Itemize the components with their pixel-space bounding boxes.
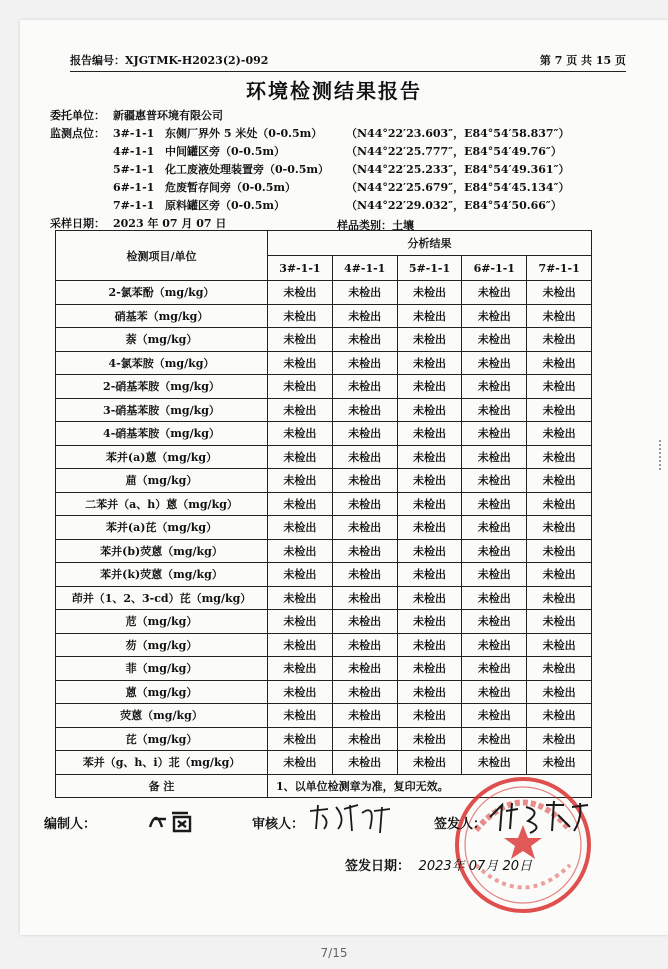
result-cell: 未检出: [268, 398, 333, 422]
result-cell: 未检出: [527, 633, 592, 657]
result-cell: 未检出: [268, 281, 333, 305]
test-item: 4-硝基苯胺（mg/kg）: [56, 422, 268, 446]
table-row: [56, 492, 592, 516]
note-text: 1、以单位检测章为准，复印无效。: [268, 774, 592, 798]
result-cell: 未检出: [462, 539, 527, 563]
result-cell: 未检出: [332, 633, 397, 657]
result-cell: 未检出: [332, 304, 397, 328]
client-value: 新疆惠普环境有限公司: [113, 109, 223, 122]
test-item: 4-氯苯胺（mg/kg）: [56, 351, 268, 375]
table-row: [56, 281, 592, 305]
item-header: 检测项目/单位: [56, 231, 268, 281]
result-cell: 未检出: [527, 539, 592, 563]
result-cell: 未检出: [527, 492, 592, 516]
result-cell: 未检出: [268, 586, 333, 610]
monitoring-point-row: [50, 161, 570, 179]
result-cell: 未检出: [268, 304, 333, 328]
column-header: 7#-1-1: [527, 256, 592, 281]
result-cell: 未检出: [397, 657, 462, 681]
result-cell: 未检出: [332, 516, 397, 540]
result-cell: 未检出: [462, 563, 527, 587]
result-cell: 未检出: [332, 328, 397, 352]
result-cell: 未检出: [527, 351, 592, 375]
issue-date: [345, 855, 532, 874]
result-cell: 未检出: [268, 469, 333, 493]
result-cell: 未检出: [268, 610, 333, 634]
result-cell: 未检出: [527, 469, 592, 493]
test-item: 芴（mg/kg）: [56, 633, 268, 657]
result-cell: 未检出: [527, 375, 592, 399]
result-cell: 未检出: [397, 492, 462, 516]
result-cell: 未检出: [332, 398, 397, 422]
result-cell: 未检出: [462, 516, 527, 540]
table-row: [56, 704, 592, 728]
result-cell: 未检出: [397, 563, 462, 587]
test-item: 苊（mg/kg）: [56, 610, 268, 634]
result-cell: 未检出: [332, 492, 397, 516]
sample-type-label: 样品类别：: [337, 219, 392, 232]
table-row: [56, 539, 592, 563]
column-header: 4#-1-1: [332, 256, 397, 281]
result-cell: 未检出: [268, 492, 333, 516]
test-item: 芘（mg/kg）: [56, 727, 268, 751]
table-row: [56, 304, 592, 328]
result-cell: 未检出: [332, 751, 397, 775]
result-cell: 未检出: [397, 398, 462, 422]
column-header: 6#-1-1: [462, 256, 527, 281]
point-name: 中间罐区旁（0-0.5m）: [165, 145, 285, 158]
result-cell: 未检出: [397, 304, 462, 328]
sample-type-value: 土壤: [392, 219, 414, 232]
result-cell: 未检出: [527, 281, 592, 305]
table-row: [56, 727, 592, 751]
result-cell: 未检出: [397, 704, 462, 728]
result-cell: 未检出: [397, 586, 462, 610]
point-id: 4#-1-1: [113, 145, 155, 158]
table-row: [56, 469, 592, 493]
result-cell: 未检出: [397, 445, 462, 469]
monitoring-point-row: [50, 125, 570, 143]
point-coord: （N44°22′29.032″，E84°54′50.66″）: [346, 199, 562, 212]
result-cell: 未检出: [268, 751, 333, 775]
result-cell: 未检出: [527, 398, 592, 422]
result-cell: 未检出: [462, 422, 527, 446]
result-cell: 未检出: [527, 563, 592, 587]
test-item: 苯并(b)荧蒽（mg/kg）: [56, 539, 268, 563]
result-cell: 未检出: [462, 351, 527, 375]
result-cell: 未检出: [332, 704, 397, 728]
result-cell: 未检出: [462, 469, 527, 493]
result-cell: 未检出: [397, 633, 462, 657]
result-cell: 未检出: [332, 563, 397, 587]
sampling-date-value: 2023 年 07 月 07 日: [113, 217, 227, 230]
result-cell: 未检出: [462, 492, 527, 516]
result-cell: 未检出: [527, 586, 592, 610]
result-cell: 未检出: [332, 469, 397, 493]
point-coord: （N44°22′25.679″，E84°54′45.134″）: [346, 181, 570, 194]
result-cell: 未检出: [397, 422, 462, 446]
test-item: 苯并（g、h、i）苝（mg/kg）: [56, 751, 268, 775]
test-item: 苯并(a)蒽（mg/kg）: [56, 445, 268, 469]
result-cell: 未检出: [527, 680, 592, 704]
result-header: 分析结果: [268, 231, 592, 256]
point-id: 7#-1-1: [113, 199, 155, 212]
result-cell: 未检出: [462, 281, 527, 305]
point-coord: （N44°22′25.777″，E84°54′49.76″）: [346, 145, 562, 158]
point-id: 3#-1-1: [113, 127, 155, 140]
table-row: [56, 398, 592, 422]
result-cell: 未检出: [332, 445, 397, 469]
reviewer-label: 审核人：: [252, 817, 305, 832]
page-indicator: 7/15: [320, 946, 348, 960]
result-cell: 未检出: [268, 563, 333, 587]
result-cell: 未检出: [268, 539, 333, 563]
table-row: [56, 422, 592, 446]
result-cell: 未检出: [397, 281, 462, 305]
client-label: 委托单位：: [50, 109, 105, 122]
result-cell: 未检出: [527, 304, 592, 328]
result-cell: 未检出: [332, 657, 397, 681]
table-row: [56, 680, 592, 704]
result-cell: 未检出: [268, 657, 333, 681]
point-name: 危废暂存间旁（0-0.5m）: [165, 181, 296, 194]
table-row: [56, 445, 592, 469]
test-item: 蒽（mg/kg）: [56, 680, 268, 704]
point-name: 东侧厂界外 5 米处（0-0.5m）: [165, 127, 323, 140]
issue-date-label: 签发日期：: [345, 859, 411, 874]
result-cell: 未检出: [397, 610, 462, 634]
table-row: [56, 375, 592, 399]
point-name: 化工废液处理装置旁（0-0.5m）: [165, 163, 329, 176]
result-cell: 未检出: [268, 445, 333, 469]
official-seal: [448, 770, 598, 920]
issue-date-value: 2023年 07月 20日: [418, 859, 532, 874]
result-cell: 未检出: [268, 633, 333, 657]
result-cell: 未检出: [397, 727, 462, 751]
result-cell: 未检出: [268, 727, 333, 751]
report-title: 环境检测结果报告: [246, 79, 422, 103]
result-cell: 未检出: [332, 422, 397, 446]
result-cell: 未检出: [268, 704, 333, 728]
point-id: 5#-1-1: [113, 163, 155, 176]
test-item: 2-氯苯酚（mg/kg）: [56, 281, 268, 305]
issuer-signature: [484, 797, 594, 837]
monitoring-point-row: [50, 197, 562, 215]
monitoring-point-row: [50, 179, 570, 197]
test-item: 茚并（1、2、3-cd）芘（mg/kg）: [56, 586, 268, 610]
result-cell: 未检出: [397, 328, 462, 352]
report-number: 报告编号：XJGTMK-H2023(2)-092: [70, 54, 269, 67]
table-row: [56, 328, 592, 352]
result-cell: 未检出: [332, 586, 397, 610]
point-coord: （N44°22′23.603″，E84°54′58.837″）: [346, 127, 570, 140]
point-name: 原料罐区旁（0-0.5m）: [165, 199, 285, 212]
test-item: 䓛（mg/kg）: [56, 469, 268, 493]
result-cell: 未检出: [462, 398, 527, 422]
result-cell: 未检出: [462, 680, 527, 704]
result-cell: 未检出: [332, 727, 397, 751]
result-cell: 未检出: [268, 328, 333, 352]
result-cell: 未检出: [527, 751, 592, 775]
issuer-label: 签发人：: [434, 817, 487, 832]
result-cell: 未检出: [268, 422, 333, 446]
compiler-label: 编制人：: [44, 817, 97, 832]
result-cell: 未检出: [462, 657, 527, 681]
result-cell: 未检出: [462, 328, 527, 352]
results-body: [56, 281, 592, 775]
test-item: 荧蒽（mg/kg）: [56, 704, 268, 728]
result-cell: 未检出: [332, 539, 397, 563]
column-header: 5#-1-1: [397, 256, 462, 281]
result-cell: 未检出: [527, 657, 592, 681]
result-cell: 未检出: [397, 539, 462, 563]
result-cell: 未检出: [332, 680, 397, 704]
result-cell: 未检出: [462, 633, 527, 657]
table-row: [56, 633, 592, 657]
result-cell: 未检出: [332, 351, 397, 375]
table-row: [56, 351, 592, 375]
result-cell: 未检出: [332, 610, 397, 634]
result-cell: 未检出: [462, 445, 527, 469]
results-table: [55, 230, 592, 798]
result-cell: 未检出: [462, 751, 527, 775]
result-cell: 未检出: [527, 445, 592, 469]
result-cell: 未检出: [527, 727, 592, 751]
sampling-date-label: 采样日期：: [50, 217, 105, 230]
result-cell: 未检出: [462, 304, 527, 328]
result-cell: 未检出: [397, 751, 462, 775]
column-header: 3#-1-1: [268, 256, 333, 281]
reviewer-signature: [306, 799, 396, 835]
test-item: 萘（mg/kg）: [56, 328, 268, 352]
table-row: [56, 610, 592, 634]
test-item: 苯并(k)荧蒽（mg/kg）: [56, 563, 268, 587]
result-cell: 未检出: [268, 516, 333, 540]
result-cell: 未检出: [332, 281, 397, 305]
scan-mark: [659, 440, 666, 470]
result-cell: 未检出: [397, 351, 462, 375]
result-cell: 未检出: [462, 375, 527, 399]
point-id: 6#-1-1: [113, 181, 155, 194]
table-header-row: [56, 231, 592, 256]
client-row: [50, 107, 546, 125]
compiler-signature: [144, 805, 214, 837]
table-row: [56, 563, 592, 587]
point-coord: （N44°22′25.233″，E84°54′49.361″）: [346, 163, 570, 176]
table-row: [56, 516, 592, 540]
result-cell: 未检出: [462, 610, 527, 634]
note-label: 备 注: [56, 774, 268, 798]
result-cell: 未检出: [397, 375, 462, 399]
result-cell: 未检出: [462, 586, 527, 610]
test-item: 二苯并（a、h）蒽（mg/kg）: [56, 492, 268, 516]
result-cell: 未检出: [397, 469, 462, 493]
table-row: [56, 586, 592, 610]
result-cell: 未检出: [332, 375, 397, 399]
monitoring-point-row: [50, 143, 562, 161]
monitoring-label: 监测点位：: [50, 127, 105, 140]
result-cell: 未检出: [527, 610, 592, 634]
result-cell: 未检出: [268, 680, 333, 704]
result-cell: 未检出: [462, 727, 527, 751]
result-cell: 未检出: [268, 375, 333, 399]
result-cell: 未检出: [527, 422, 592, 446]
test-item: 2-硝基苯胺（mg/kg）: [56, 375, 268, 399]
result-cell: 未检出: [527, 516, 592, 540]
result-cell: 未检出: [397, 680, 462, 704]
test-item: 硝基苯（mg/kg）: [56, 304, 268, 328]
result-cell: 未检出: [527, 328, 592, 352]
test-item: 3-硝基苯胺（mg/kg）: [56, 398, 268, 422]
result-cell: 未检出: [462, 704, 527, 728]
page-header: [70, 52, 626, 72]
result-cell: 未检出: [527, 704, 592, 728]
test-item: 苯并(a)芘（mg/kg）: [56, 516, 268, 540]
result-cell: 未检出: [397, 516, 462, 540]
test-item: 菲（mg/kg）: [56, 657, 268, 681]
table-row: [56, 657, 592, 681]
result-cell: 未检出: [268, 351, 333, 375]
report-info: [50, 107, 570, 233]
page-info: 第 7 页 共 15 页: [539, 54, 626, 67]
